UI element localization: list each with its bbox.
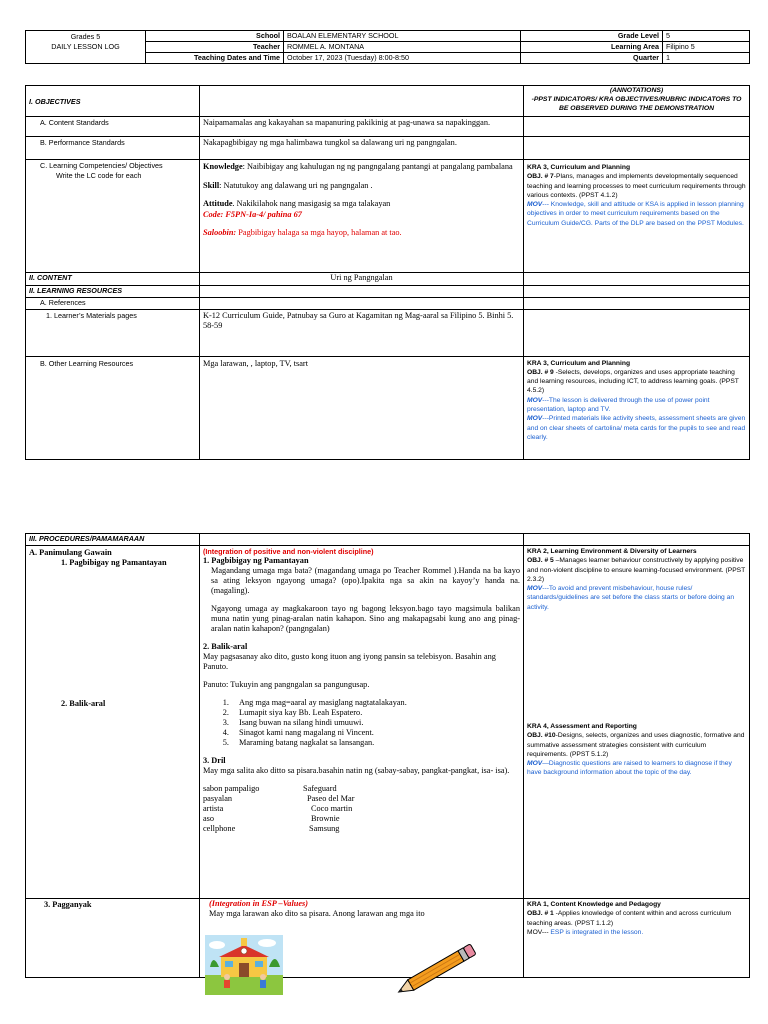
other-resources-label: B. Other Learning Resources <box>26 356 200 459</box>
kra1-mov-prefix: MOV--- <box>527 928 551 936</box>
teacher-value: ROMMEL A. MONTANA <box>284 42 521 53</box>
teacher-label: Teacher <box>146 42 284 53</box>
word-right: Safeguard <box>303 784 337 793</box>
dril-paragraph: May mga salita ako ditto sa pisara.basahin natin ng (sabay-sabay, pangkat-pangkat, isa- isa). <box>203 766 510 775</box>
kra2-mov-text: ---To avoid and prevent misbehaviour, house rules/ standards/guidelines are set before the class starts or before doing an activity. <box>527 585 735 611</box>
content-heading: II. CONTENT <box>26 273 200 286</box>
panimulang-content <box>200 546 524 899</box>
list-item: 1. Ang mga mag=aaral ay masiglang nagtatalakayan. <box>231 698 520 708</box>
panuto-text: Panuto: Tukuyin ang pangngalan sa pangungusap. <box>203 680 370 689</box>
dril-title: 3. Dril <box>203 756 226 765</box>
balik-title: 2. Balik-aral <box>203 642 248 651</box>
quarter-value: 1 <box>663 53 750 64</box>
word-pair <box>203 814 520 824</box>
grade-level-value: 5 <box>663 31 750 42</box>
saloobin-label: Saloobin: <box>203 228 237 237</box>
pagbibigay-paragraph-1: Magandang umaga mga bata? (magandang umaga po Teacher Rommel ).Handa na ba kayo sa ating leksyon ngayong umaga? (opo).Ipakita nga sa akin na kayoy’y handa na. (magaling). <box>211 566 520 595</box>
kra1-annotation <box>524 899 750 978</box>
panimulang-heading: A. Panimulang Gawain <box>29 548 112 557</box>
word-pair <box>203 804 520 814</box>
learning-area-value: Filipino 5 <box>663 42 750 53</box>
other-resources-text: Mga larawan, , laptop, TV, tsart <box>200 356 524 459</box>
kra4-obj-text: -Designs, selects, organizes and uses diagnostic, formative and summative assessment strategies consistent with curriculum requirements. (PPST 5.1.2) <box>527 732 745 758</box>
list-item: 4. Sinagot kami nang magalang ni Vincent. <box>231 728 520 738</box>
annotations-title: (ANNOTATIONS) <box>609 87 664 94</box>
kra4-mov-text: —Diagnostic questions are raised to learners to diagnose if they have background information about the topic of the day. <box>527 760 732 777</box>
skill-text: : Natutukoy ang dalawang uri ng pangngalan . <box>219 180 373 190</box>
header-title-cell <box>26 31 146 64</box>
kra3b-title: KRA 3, Curriculum and Planning <box>527 359 631 367</box>
kra3-mov-label: MOV <box>527 201 543 209</box>
attitude-label: Attitude <box>203 199 233 208</box>
kra4-block <box>527 722 746 778</box>
performance-standards-text: Nakapagbibigay ng mga halimbawa tungkol sa dalawang uri ng pangngalan. <box>200 137 524 160</box>
panimulang-cell <box>26 546 200 899</box>
knowledge-text: : Naibibigay ang kahulugan ng ng pangngalang pantangi at pangalang pambalana <box>242 162 513 171</box>
kra3b-annotation <box>524 356 750 459</box>
kra3b-obj-label: OBJ. # 9 <box>527 368 554 376</box>
learning-area-label: Learning Area <box>521 42 663 53</box>
dates-value: October 17, 2023 (Tuesday) 8:00-8:50 <box>284 53 521 64</box>
skill-label: Skill <box>203 180 220 190</box>
kra4-title: KRA 4, Assessment and Reporting <box>527 723 637 730</box>
word-right: Coco martin <box>311 804 353 813</box>
kra3b-obj-text: -Selects, develops, organizes and uses appropriate teaching and learning resources, including ICT, to address learning goals. (PPST 4.5.2) <box>527 368 739 395</box>
learners-materials-text: K-12 Curriculum Guide, Patnubay sa Guro at Kagamitan ng Mag-aaral sa Filipino 5. Binhi 5. 58-59 <box>200 309 524 356</box>
objectives-table <box>25 85 750 460</box>
competencies-label <box>26 160 200 273</box>
content-text: Uri ng Pangngalan <box>200 273 524 286</box>
dates-label: Teaching Dates and Time <box>146 53 284 64</box>
header-table <box>25 30 750 64</box>
references-label: A. References <box>26 297 200 309</box>
kra4-mov-label: MOV <box>527 760 543 768</box>
list-item: 3. Isang buwan na silang hindi umuuwi. <box>231 718 520 728</box>
word-left: sabon pampaligo <box>203 784 260 793</box>
kra3-title: KRA 3, Curriculum and Planning <box>527 164 631 171</box>
kra3-annotation <box>524 160 750 273</box>
balik-left-label: 2. Balik-aral <box>61 699 106 708</box>
panuto-list <box>203 698 520 748</box>
learners-materials-label: 1. Learner’s Materials pages <box>26 309 200 356</box>
content-standards-text: Naipamamalas ang kakayahan sa mapanuring pakikinig at pag-unawa sa napakinggan. <box>200 117 524 137</box>
knowledge-label: Knowledge <box>203 162 243 171</box>
kra3b-mov2-label: MOV <box>527 415 543 423</box>
quarter-label: Quarter <box>521 53 663 64</box>
pagganyak-text: May mga larawan ako dito sa pisara. Anong larawan ang mga ito <box>209 909 425 918</box>
school-label: School <box>146 31 284 42</box>
annotations-header <box>524 86 750 117</box>
procedures-table <box>25 533 750 978</box>
pagganyak-left-label: 3. Pagganyak <box>26 899 200 978</box>
list-item: 5. Maraming batang nagkalat sa lansangan. <box>231 738 520 748</box>
kra2-kra4-annotation <box>524 546 750 899</box>
lc-code: Code: F5PN-Ia-4/ pahina 67 <box>203 209 302 219</box>
kra3b-mov1-label: MOV <box>527 396 543 404</box>
integration-discipline: (Integration of positive and non-violent discipline) <box>203 547 374 556</box>
list-item: 2. Lumapit siya kay Bb. Leah Espatero. <box>231 708 520 718</box>
school-illustration <box>205 935 283 995</box>
word-left: cellphone <box>203 824 236 833</box>
word-right: Samsung <box>309 824 340 833</box>
kra1-mov-text: ESP is integrated in the lesson. <box>550 928 644 936</box>
word-pair <box>203 794 520 804</box>
performance-standards-label: B. Performance Standards <box>26 137 200 160</box>
saloobin-text: Pagbibigay halaga sa mga hayop, halaman at tao. <box>236 228 402 237</box>
kra3-obj-text: -Plans, manages and implements developmentally sequenced teaching and learning processes to meet curriculum requirements through various contexts. (PPST 4.1.2) <box>527 173 746 199</box>
grades-label: Grades 5 <box>70 32 101 41</box>
kra2-obj-label: OBJ. # 5 <box>527 557 554 565</box>
kra2-title: KRA 2, Learning Environment & Diversity of Learners <box>527 548 697 555</box>
kra3b-mov2-text: ---Printed materials like activity sheets, assessment sheets are given and on clear sheets of cartolina/ meta cards for the pupils to see and read clearly. <box>527 415 746 441</box>
word-left: pasyalan <box>203 794 233 803</box>
content-standards-label: A. Content Standards <box>26 117 200 137</box>
kra3-obj-label: OBJ. # 7 <box>527 173 554 181</box>
pagbibigay-left-label: 1. Pagbibigay ng Pamantayan <box>61 558 167 567</box>
kra1-title: KRA 1, Content Knowledge and Pedagogy <box>527 901 661 908</box>
pagbibigay-paragraph-2: Ngayong umaga ay magkakaroon tayo ng bagong leksyon.bago tayo magsimula balikan muna natin yung pinag-aralan natin kahapon. Sino ang makapagsabi kung ano ang pinag-aralan natin kahapon? (pangngalan) <box>211 604 520 633</box>
word-left: aso <box>203 814 215 823</box>
competencies-line1: C. Learning Competencies/ Objectives <box>40 161 163 170</box>
competencies-line2: Write the LC code for each <box>56 170 142 180</box>
word-right: Paseo del Mar <box>307 794 355 803</box>
competencies-text <box>200 160 524 273</box>
kra1-obj-text: -Applies knowledge of content within and across curriculum teaching areas. (PPST 1.1.2) <box>527 910 732 927</box>
kra4-obj-label: OBJ. #10 <box>527 732 556 740</box>
log-title: DAILY LESSON LOG <box>51 42 120 51</box>
pagbibigay-title: 1. Pagbibigay ng Pamantayan <box>203 556 309 565</box>
kra3-mov-text: --- Knowledge, skill and attitude or KSA is applied in lesson planning objectives in order to meet curriculum requirements based on the Curriculum Guide/CG. Parts of the DLP are based on the PPST Modules. <box>527 201 744 227</box>
annotations-subtitle: -PPST INDICATORS/ KRA OBJECTIVES/RUBRIC INDICATORS TO BE OBSERVED DURING THE DEMONSTRATION <box>531 96 742 112</box>
attitude-text: . Nakikilahok nang masigasig sa mga talakayan <box>232 199 391 208</box>
word-left: artista <box>203 804 224 813</box>
balik-paragraph: May pagsasanay ako dito, gusto kong ituon ang iyong pansin sa telebisyon. Basahin ang Panuto. <box>203 652 496 671</box>
objectives-heading: I. OBJECTIVES <box>26 86 200 117</box>
procedures-heading: III. PROCEDURES/PAMAMARAAN <box>26 534 200 546</box>
school-value: BOALAN ELEMENTARY SCHOOL <box>284 31 521 42</box>
grade-level-label: Grade Level <box>521 31 663 42</box>
kra1-obj-label: OBJ. # 1 <box>527 910 554 918</box>
word-pair <box>203 824 520 834</box>
integration-esp: (Integration in ESP –Values) <box>209 899 309 908</box>
kra3b-mov1-text: ---The lesson is delivered through the use of power point presentation, laptop and TV. <box>527 396 710 413</box>
word-right: Brownie <box>311 814 340 823</box>
pencil-illustration <box>385 940 485 1002</box>
word-pair <box>203 784 520 794</box>
kra2-mov-label: MOV <box>527 585 543 593</box>
kra2-obj-text: –Manages learner behaviour constructively by applying positive and non-violent discipline to ensure learning-focused environment. (PPST 2.3.2) <box>527 557 746 583</box>
resources-heading: II. LEARNING RESOURCES <box>26 285 200 297</box>
